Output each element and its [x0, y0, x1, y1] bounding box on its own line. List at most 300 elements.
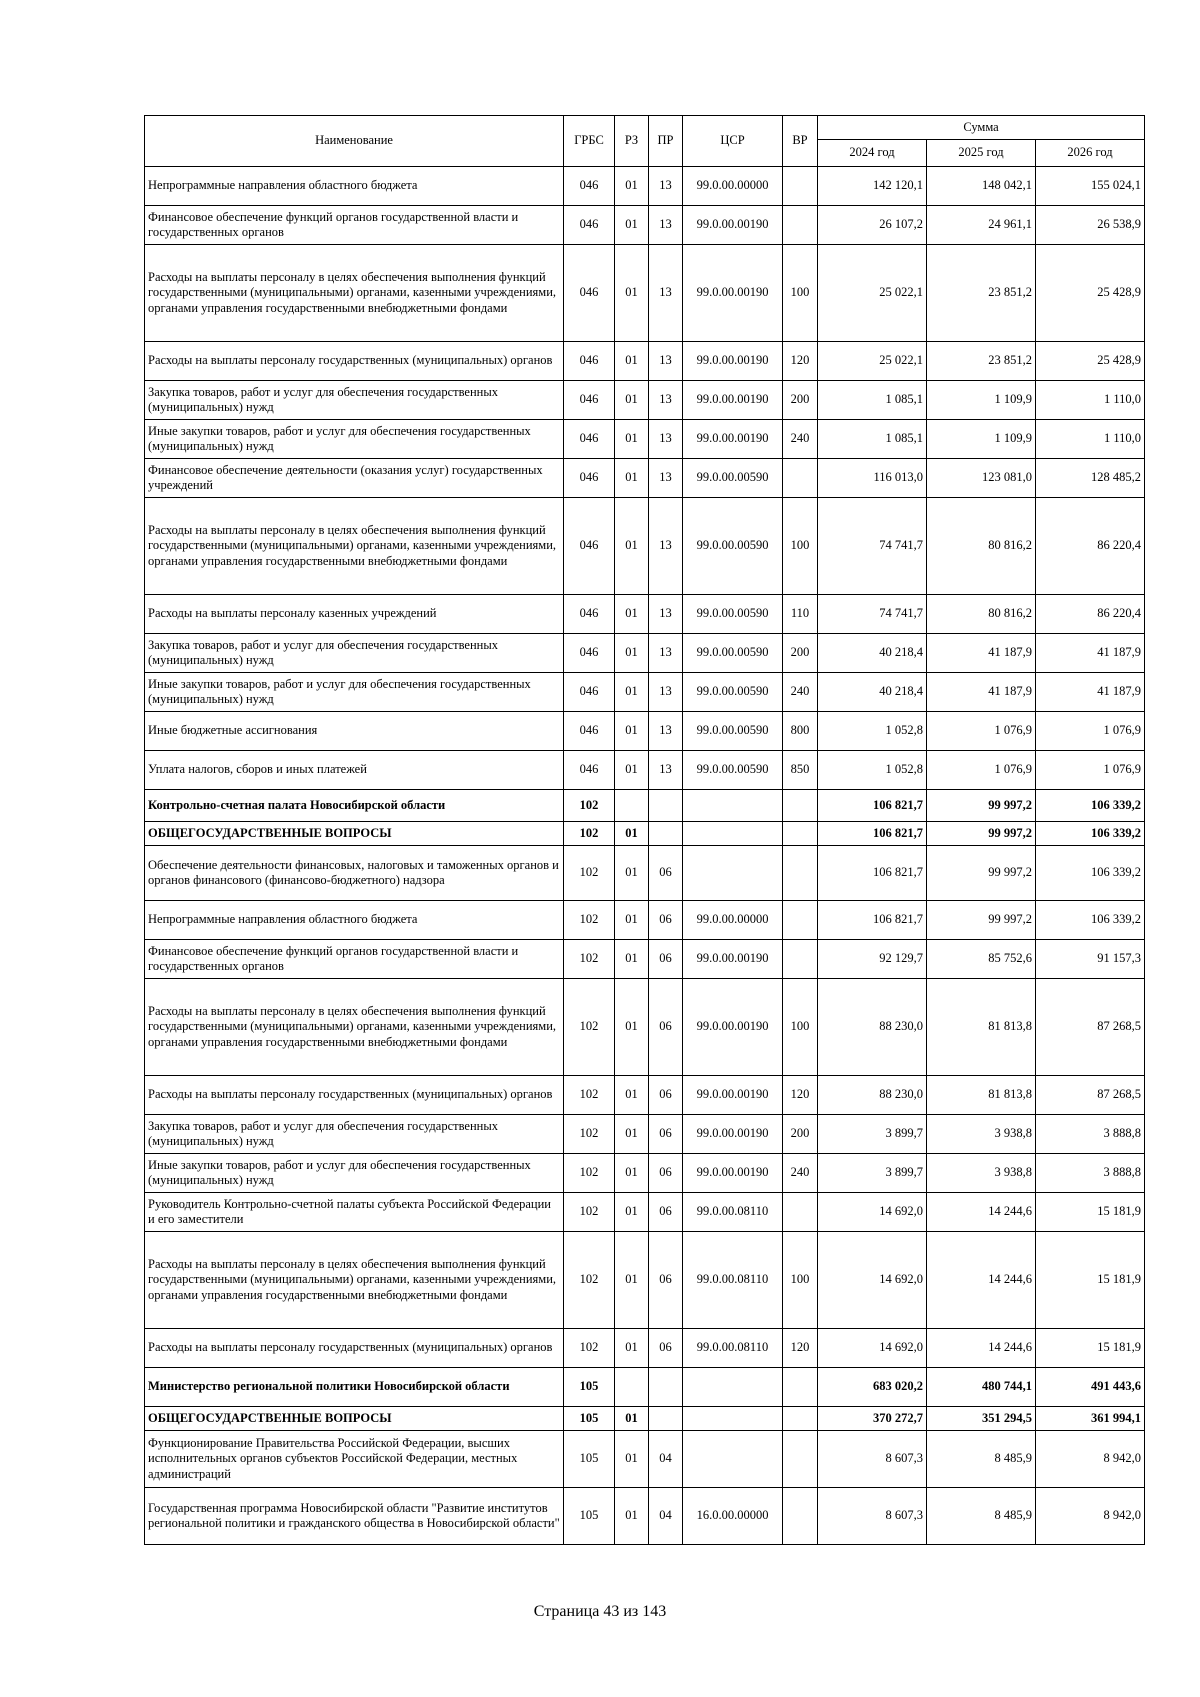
cell-grbs: 102 — [564, 979, 615, 1076]
cell-csr: 99.0.00.00190 — [683, 979, 783, 1076]
cell-y2025: 3 938,8 — [927, 1115, 1036, 1154]
cell-y2024: 106 821,7 — [818, 846, 927, 901]
table-row — [145, 1154, 1145, 1193]
table-row — [145, 245, 1145, 342]
cell-y2025: 99 997,2 — [927, 901, 1036, 940]
cell-name: Расходы на выплаты персоналу государственных (муниципальных) органов — [145, 342, 564, 381]
table-row — [145, 1193, 1145, 1232]
cell-name: Закупка товаров, работ и услуг для обеспечения государственных (муниципальных) нужд — [145, 381, 564, 420]
cell-y2026: 91 157,3 — [1036, 940, 1145, 979]
cell-grbs: 102 — [564, 1076, 615, 1115]
cell-y2024: 74 741,7 — [818, 595, 927, 634]
cell-y2026: 106 339,2 — [1036, 790, 1145, 822]
cell-csr: 99.0.00.00190 — [683, 381, 783, 420]
cell-y2026: 15 181,9 — [1036, 1329, 1145, 1368]
cell-name: Финансовое обеспечение функций органов государственной власти и государственных органов — [145, 206, 564, 245]
header-csr: ЦСР — [683, 116, 783, 167]
cell-y2026: 25 428,9 — [1036, 342, 1145, 381]
cell-csr — [683, 1431, 783, 1488]
cell-vr — [783, 822, 818, 846]
cell-grbs: 102 — [564, 822, 615, 846]
cell-name: Непрограммные направления областного бюджета — [145, 901, 564, 940]
cell-vr: 100 — [783, 245, 818, 342]
cell-y2024: 25 022,1 — [818, 342, 927, 381]
cell-grbs: 046 — [564, 595, 615, 634]
cell-y2024: 14 692,0 — [818, 1193, 927, 1232]
cell-name: Иные закупки товаров, работ и услуг для обеспечения государственных (муниципальных) нужд — [145, 420, 564, 459]
cell-y2024: 1 085,1 — [818, 381, 927, 420]
cell-csr: 99.0.00.00190 — [683, 1154, 783, 1193]
cell-pr: 04 — [649, 1431, 683, 1488]
cell-y2024: 92 129,7 — [818, 940, 927, 979]
cell-name: Расходы на выплаты персоналу в целях обеспечения выполнения функций государственными (муниципальными) органами, казенными учреждениями, органами управления государственными внебюджетными фондами — [145, 498, 564, 595]
cell-y2026: 1 076,9 — [1036, 712, 1145, 751]
cell-csr: 99.0.00.00190 — [683, 342, 783, 381]
table-row — [145, 634, 1145, 673]
header-year-2026: 2026 год — [1036, 140, 1145, 167]
cell-pr: 13 — [649, 381, 683, 420]
cell-rz: 01 — [615, 1431, 649, 1488]
cell-y2025: 99 997,2 — [927, 790, 1036, 822]
cell-y2025: 14 244,6 — [927, 1329, 1036, 1368]
cell-rz: 01 — [615, 206, 649, 245]
cell-vr: 120 — [783, 342, 818, 381]
cell-y2026: 87 268,5 — [1036, 1076, 1145, 1115]
cell-name: Непрограммные направления областного бюджета — [145, 167, 564, 206]
cell-y2026: 87 268,5 — [1036, 979, 1145, 1076]
cell-grbs: 102 — [564, 1115, 615, 1154]
cell-csr — [683, 790, 783, 822]
cell-csr: 99.0.00.00590 — [683, 498, 783, 595]
cell-rz: 01 — [615, 846, 649, 901]
cell-grbs: 046 — [564, 498, 615, 595]
cell-name: Иные закупки товаров, работ и услуг для обеспечения государственных (муниципальных) нужд — [145, 1154, 564, 1193]
cell-vr: 850 — [783, 751, 818, 790]
cell-grbs: 102 — [564, 790, 615, 822]
cell-rz: 01 — [615, 901, 649, 940]
cell-rz: 01 — [615, 712, 649, 751]
cell-csr: 99.0.00.08110 — [683, 1232, 783, 1329]
table-row — [145, 901, 1145, 940]
cell-rz: 01 — [615, 751, 649, 790]
cell-y2026: 1 076,9 — [1036, 751, 1145, 790]
table-row — [145, 790, 1145, 822]
cell-name: Руководитель Контрольно-счетной палаты субъекта Российской Федерации и его заместители — [145, 1193, 564, 1232]
cell-y2024: 25 022,1 — [818, 245, 927, 342]
cell-vr — [783, 901, 818, 940]
cell-y2024: 1 052,8 — [818, 712, 927, 751]
cell-vr — [783, 1431, 818, 1488]
cell-y2026: 128 485,2 — [1036, 459, 1145, 498]
cell-vr: 800 — [783, 712, 818, 751]
cell-y2024: 3 899,7 — [818, 1115, 927, 1154]
cell-y2026: 41 187,9 — [1036, 673, 1145, 712]
cell-rz: 01 — [615, 381, 649, 420]
cell-name: Контрольно-счетная палата Новосибирской области — [145, 790, 564, 822]
cell-name: ОБЩЕГОСУДАРСТВЕННЫЕ ВОПРОСЫ — [145, 822, 564, 846]
cell-pr: 13 — [649, 595, 683, 634]
table-row — [145, 846, 1145, 901]
header-rz: РЗ — [615, 116, 649, 167]
header-grbs: ГРБС — [564, 116, 615, 167]
cell-pr: 06 — [649, 1115, 683, 1154]
cell-csr: 99.0.00.00000 — [683, 167, 783, 206]
table-row — [145, 342, 1145, 381]
cell-grbs: 046 — [564, 712, 615, 751]
cell-vr — [783, 790, 818, 822]
cell-y2025: 14 244,6 — [927, 1193, 1036, 1232]
cell-grbs: 046 — [564, 673, 615, 712]
cell-y2026: 1 110,0 — [1036, 420, 1145, 459]
cell-y2024: 370 272,7 — [818, 1407, 927, 1431]
cell-grbs: 046 — [564, 167, 615, 206]
cell-y2024: 40 218,4 — [818, 634, 927, 673]
cell-rz: 01 — [615, 595, 649, 634]
cell-y2026: 1 110,0 — [1036, 381, 1145, 420]
cell-vr: 120 — [783, 1076, 818, 1115]
cell-name: Расходы на выплаты персоналу в целях обеспечения выполнения функций государственными (муниципальными) органами, казенными учреждениями, органами управления государственными внебюджетными фондами — [145, 245, 564, 342]
cell-rz: 01 — [615, 459, 649, 498]
cell-vr: 120 — [783, 1329, 818, 1368]
cell-name: Уплата налогов, сборов и иных платежей — [145, 751, 564, 790]
table-row — [145, 595, 1145, 634]
cell-y2025: 85 752,6 — [927, 940, 1036, 979]
cell-csr: 99.0.00.00000 — [683, 901, 783, 940]
table-row — [145, 1488, 1145, 1545]
table-row — [145, 1076, 1145, 1115]
cell-pr: 06 — [649, 1076, 683, 1115]
cell-grbs: 105 — [564, 1488, 615, 1545]
cell-y2025: 99 997,2 — [927, 822, 1036, 846]
cell-vr — [783, 846, 818, 901]
cell-y2026: 3 888,8 — [1036, 1154, 1145, 1193]
cell-csr: 99.0.00.00590 — [683, 595, 783, 634]
cell-y2025: 8 485,9 — [927, 1431, 1036, 1488]
cell-rz: 01 — [615, 634, 649, 673]
cell-y2025: 14 244,6 — [927, 1232, 1036, 1329]
cell-vr: 200 — [783, 1115, 818, 1154]
cell-y2026: 491 443,6 — [1036, 1368, 1145, 1407]
cell-y2025: 123 081,0 — [927, 459, 1036, 498]
cell-vr — [783, 1193, 818, 1232]
cell-pr: 13 — [649, 712, 683, 751]
cell-csr: 99.0.00.00190 — [683, 206, 783, 245]
cell-csr: 99.0.00.08110 — [683, 1193, 783, 1232]
cell-vr: 100 — [783, 979, 818, 1076]
cell-pr: 06 — [649, 940, 683, 979]
cell-vr: 240 — [783, 1154, 818, 1193]
table-body — [145, 167, 1145, 1545]
cell-y2026: 26 538,9 — [1036, 206, 1145, 245]
cell-y2026: 106 339,2 — [1036, 846, 1145, 901]
table-row — [145, 751, 1145, 790]
cell-y2025: 1 109,9 — [927, 381, 1036, 420]
table-row — [145, 1407, 1145, 1431]
cell-rz — [615, 1368, 649, 1407]
cell-y2025: 8 485,9 — [927, 1488, 1036, 1545]
table-row — [145, 822, 1145, 846]
cell-vr — [783, 1368, 818, 1407]
cell-csr: 99.0.00.00590 — [683, 634, 783, 673]
cell-csr: 99.0.00.00590 — [683, 459, 783, 498]
cell-y2025: 351 294,5 — [927, 1407, 1036, 1431]
cell-csr: 16.0.00.00000 — [683, 1488, 783, 1545]
cell-y2024: 14 692,0 — [818, 1232, 927, 1329]
cell-y2024: 106 821,7 — [818, 822, 927, 846]
cell-csr — [683, 846, 783, 901]
cell-grbs: 046 — [564, 342, 615, 381]
cell-pr: 13 — [649, 751, 683, 790]
cell-y2025: 23 851,2 — [927, 245, 1036, 342]
cell-y2024: 106 821,7 — [818, 901, 927, 940]
table-row — [145, 1368, 1145, 1407]
cell-name: Финансовое обеспечение функций органов государственной власти и государственных органов — [145, 940, 564, 979]
cell-grbs: 102 — [564, 1329, 615, 1368]
table-row — [145, 459, 1145, 498]
cell-grbs: 105 — [564, 1368, 615, 1407]
table-row — [145, 1115, 1145, 1154]
cell-vr: 110 — [783, 595, 818, 634]
cell-name: Закупка товаров, работ и услуг для обеспечения государственных (муниципальных) нужд — [145, 1115, 564, 1154]
cell-pr: 06 — [649, 901, 683, 940]
cell-vr — [783, 940, 818, 979]
cell-grbs: 102 — [564, 940, 615, 979]
cell-vr — [783, 167, 818, 206]
cell-rz: 01 — [615, 940, 649, 979]
cell-grbs: 105 — [564, 1431, 615, 1488]
table-row — [145, 712, 1145, 751]
cell-csr — [683, 1368, 783, 1407]
table-row — [145, 167, 1145, 206]
cell-name: Расходы на выплаты персоналу в целях обеспечения выполнения функций государственными (муниципальными) органами, казенными учреждениями, органами управления государственными внебюджетными фондами — [145, 1232, 564, 1329]
cell-grbs: 046 — [564, 420, 615, 459]
cell-csr: 99.0.00.00190 — [683, 1076, 783, 1115]
cell-vr: 240 — [783, 673, 818, 712]
cell-y2024: 3 899,7 — [818, 1154, 927, 1193]
cell-grbs: 046 — [564, 751, 615, 790]
cell-y2026: 15 181,9 — [1036, 1193, 1145, 1232]
cell-rz: 01 — [615, 1488, 649, 1545]
cell-grbs: 046 — [564, 206, 615, 245]
cell-y2025: 23 851,2 — [927, 342, 1036, 381]
cell-y2025: 480 744,1 — [927, 1368, 1036, 1407]
table-row — [145, 979, 1145, 1076]
cell-csr: 99.0.00.00590 — [683, 673, 783, 712]
cell-pr: 13 — [649, 206, 683, 245]
cell-rz: 01 — [615, 1154, 649, 1193]
cell-pr: 13 — [649, 167, 683, 206]
cell-y2024: 142 120,1 — [818, 167, 927, 206]
cell-y2025: 148 042,1 — [927, 167, 1036, 206]
table-row — [145, 673, 1145, 712]
cell-y2026: 155 024,1 — [1036, 167, 1145, 206]
cell-name: Функционирование Правительства Российской Федерации, высших исполнительных органов субъектов Российской Федерации, местных администраций — [145, 1431, 564, 1488]
cell-vr: 100 — [783, 498, 818, 595]
header-name: Наименование — [145, 116, 564, 167]
cell-name: Министерство региональной политики Новосибирской области — [145, 1368, 564, 1407]
cell-rz: 01 — [615, 822, 649, 846]
cell-vr: 100 — [783, 1232, 818, 1329]
cell-y2026: 106 339,2 — [1036, 822, 1145, 846]
cell-rz — [615, 790, 649, 822]
table-row — [145, 420, 1145, 459]
cell-y2024: 74 741,7 — [818, 498, 927, 595]
cell-y2025: 81 813,8 — [927, 1076, 1036, 1115]
cell-grbs: 102 — [564, 1193, 615, 1232]
cell-rz: 01 — [615, 245, 649, 342]
cell-name: Расходы на выплаты персоналу государственных (муниципальных) органов — [145, 1329, 564, 1368]
cell-pr: 06 — [649, 846, 683, 901]
cell-grbs: 046 — [564, 245, 615, 342]
cell-pr: 04 — [649, 1488, 683, 1545]
cell-name: Расходы на выплаты персоналу казенных учреждений — [145, 595, 564, 634]
cell-csr: 99.0.00.00190 — [683, 420, 783, 459]
cell-grbs: 105 — [564, 1407, 615, 1431]
cell-pr — [649, 1407, 683, 1431]
cell-pr: 13 — [649, 342, 683, 381]
header-year-2025: 2025 год — [927, 140, 1036, 167]
cell-csr: 99.0.00.00590 — [683, 751, 783, 790]
header-sum: Сумма — [818, 116, 1145, 140]
page-number: Страница 43 из 143 — [533, 1603, 667, 1620]
cell-y2025: 99 997,2 — [927, 846, 1036, 901]
cell-y2024: 14 692,0 — [818, 1329, 927, 1368]
cell-rz: 01 — [615, 673, 649, 712]
cell-y2025: 1 076,9 — [927, 712, 1036, 751]
table-row — [145, 1329, 1145, 1368]
cell-y2024: 683 020,2 — [818, 1368, 927, 1407]
table-row — [145, 498, 1145, 595]
cell-csr — [683, 1407, 783, 1431]
cell-y2024: 1 085,1 — [818, 420, 927, 459]
cell-y2026: 8 942,0 — [1036, 1488, 1145, 1545]
cell-y2025: 80 816,2 — [927, 498, 1036, 595]
cell-pr — [649, 822, 683, 846]
budget-table — [144, 115, 1145, 1545]
header-vr: ВР — [783, 116, 818, 167]
cell-grbs: 102 — [564, 1232, 615, 1329]
cell-grbs: 102 — [564, 846, 615, 901]
cell-grbs: 046 — [564, 634, 615, 673]
cell-y2024: 88 230,0 — [818, 979, 927, 1076]
table-row — [145, 940, 1145, 979]
cell-rz: 01 — [615, 1329, 649, 1368]
table-row — [145, 381, 1145, 420]
cell-y2026: 8 942,0 — [1036, 1431, 1145, 1488]
cell-y2024: 8 607,3 — [818, 1488, 927, 1545]
cell-rz: 01 — [615, 498, 649, 595]
cell-vr — [783, 206, 818, 245]
cell-csr: 99.0.00.08110 — [683, 1329, 783, 1368]
cell-y2025: 1 109,9 — [927, 420, 1036, 459]
cell-pr: 06 — [649, 1154, 683, 1193]
header-year-2024: 2024 год — [818, 140, 927, 167]
cell-name: Иные закупки товаров, работ и услуг для обеспечения государственных (муниципальных) нужд — [145, 673, 564, 712]
cell-name: Обеспечение деятельности финансовых, налоговых и таможенных органов и органов финансового (финансово-бюджетного) надзора — [145, 846, 564, 901]
cell-grbs: 102 — [564, 901, 615, 940]
cell-pr — [649, 790, 683, 822]
cell-csr: 99.0.00.00190 — [683, 245, 783, 342]
cell-y2024: 26 107,2 — [818, 206, 927, 245]
cell-name: Государственная программа Новосибирской области "Развитие институтов региональной политики и гражданского общества в Новосибирской области" — [145, 1488, 564, 1545]
cell-name: Закупка товаров, работ и услуг для обеспечения государственных (муниципальных) нужд — [145, 634, 564, 673]
cell-pr — [649, 1368, 683, 1407]
cell-pr: 13 — [649, 634, 683, 673]
cell-vr — [783, 1488, 818, 1545]
cell-rz: 01 — [615, 342, 649, 381]
cell-rz: 01 — [615, 1115, 649, 1154]
cell-y2024: 116 013,0 — [818, 459, 927, 498]
cell-rz: 01 — [615, 1232, 649, 1329]
cell-vr — [783, 1407, 818, 1431]
cell-rz: 01 — [615, 420, 649, 459]
cell-y2025: 41 187,9 — [927, 634, 1036, 673]
cell-y2025: 80 816,2 — [927, 595, 1036, 634]
cell-vr — [783, 459, 818, 498]
cell-y2025: 1 076,9 — [927, 751, 1036, 790]
cell-y2026: 361 994,1 — [1036, 1407, 1145, 1431]
cell-name: Финансовое обеспечение деятельности (оказания услуг) государственных учреждений — [145, 459, 564, 498]
cell-y2026: 41 187,9 — [1036, 634, 1145, 673]
cell-y2024: 88 230,0 — [818, 1076, 927, 1115]
cell-y2026: 25 428,9 — [1036, 245, 1145, 342]
cell-name: Расходы на выплаты персоналу в целях обеспечения выполнения функций государственными (муниципальными) органами, казенными учреждениями, органами управления государственными внебюджетными фондами — [145, 979, 564, 1076]
table-row — [145, 1232, 1145, 1329]
cell-csr: 99.0.00.00590 — [683, 712, 783, 751]
cell-rz: 01 — [615, 1193, 649, 1232]
cell-rz: 01 — [615, 167, 649, 206]
cell-y2024: 8 607,3 — [818, 1431, 927, 1488]
cell-name: Иные бюджетные ассигнования — [145, 712, 564, 751]
cell-y2026: 3 888,8 — [1036, 1115, 1145, 1154]
cell-rz: 01 — [615, 1407, 649, 1431]
header-pr: ПР — [649, 116, 683, 167]
cell-y2025: 41 187,9 — [927, 673, 1036, 712]
cell-csr: 99.0.00.00190 — [683, 940, 783, 979]
cell-y2026: 15 181,9 — [1036, 1232, 1145, 1329]
cell-grbs: 102 — [564, 1154, 615, 1193]
cell-rz: 01 — [615, 1076, 649, 1115]
cell-y2025: 81 813,8 — [927, 979, 1036, 1076]
cell-csr: 99.0.00.00190 — [683, 1115, 783, 1154]
cell-grbs: 046 — [564, 459, 615, 498]
cell-y2024: 106 821,7 — [818, 790, 927, 822]
cell-grbs: 046 — [564, 381, 615, 420]
cell-y2024: 1 052,8 — [818, 751, 927, 790]
cell-csr — [683, 822, 783, 846]
cell-name: ОБЩЕГОСУДАРСТВЕННЫЕ ВОПРОСЫ — [145, 1407, 564, 1431]
cell-y2025: 24 961,1 — [927, 206, 1036, 245]
table-row — [145, 1431, 1145, 1488]
table-header — [145, 116, 1145, 167]
cell-vr: 200 — [783, 381, 818, 420]
cell-y2026: 86 220,4 — [1036, 498, 1145, 595]
cell-pr: 06 — [649, 1329, 683, 1368]
cell-pr: 13 — [649, 498, 683, 595]
table-row — [145, 206, 1145, 245]
cell-pr: 13 — [649, 673, 683, 712]
cell-y2026: 106 339,2 — [1036, 901, 1145, 940]
cell-vr: 240 — [783, 420, 818, 459]
cell-pr: 13 — [649, 245, 683, 342]
cell-pr: 13 — [649, 420, 683, 459]
cell-pr: 06 — [649, 979, 683, 1076]
cell-y2025: 3 938,8 — [927, 1154, 1036, 1193]
cell-y2024: 40 218,4 — [818, 673, 927, 712]
cell-name: Расходы на выплаты персоналу государственных (муниципальных) органов — [145, 1076, 564, 1115]
cell-pr: 13 — [649, 459, 683, 498]
cell-y2026: 86 220,4 — [1036, 595, 1145, 634]
